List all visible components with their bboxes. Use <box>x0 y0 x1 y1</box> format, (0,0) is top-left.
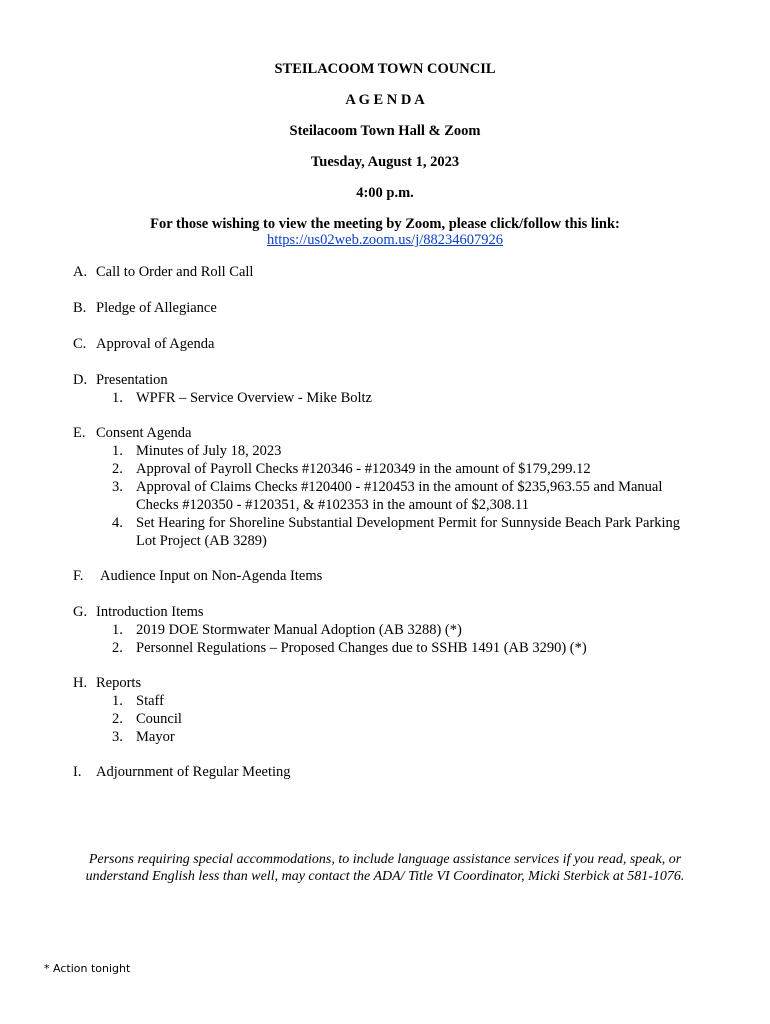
notice-line-1: Persons requiring special accommodations, to include language assistance services if you read, speak, or <box>88 852 682 867</box>
item-text: Pledge of Allegiance <box>96 300 217 316</box>
sub-item-text: Approval of Payroll Checks #120346 - #120349 in the amount of $179,299.12 <box>136 461 591 477</box>
sub-item-text: Minutes of July 18, 2023 <box>136 443 282 459</box>
item-text: Consent Agenda <box>96 425 192 441</box>
item-text: Adjournment of Regular Meeting <box>96 764 291 780</box>
item-letter: F. <box>73 568 84 584</box>
item-letter: B. <box>73 300 87 316</box>
sub-item-number: 1. <box>112 443 123 459</box>
item-text: Introduction Items <box>96 604 204 620</box>
sub-item-text: Set Hearing for Shoreline Substantial Development Permit for Sunnyside Beach Park Parking <box>136 515 681 531</box>
action-footnote: * Action tonight <box>44 962 131 975</box>
meeting-time: 4:00 p.m. <box>356 185 414 201</box>
zoom-link-line <box>0 232 770 249</box>
item-text: Audience Input on Non-Agenda Items <box>100 568 323 584</box>
sub-item-number: 1. <box>112 390 123 406</box>
item-text: Call to Order and Roll Call <box>96 264 254 280</box>
sub-item-text: Council <box>136 711 182 727</box>
item-text: Reports <box>96 675 142 691</box>
zoom-link[interactable]: https://us02web.zoom.us/j/88234607926 <box>266 232 504 248</box>
org-title: STEILACOOM TOWN COUNCIL <box>274 61 496 77</box>
item-letter: D. <box>73 372 88 388</box>
sub-item-text: WPFR – Service Overview - Mike Boltz <box>136 390 372 406</box>
sub-item-number: 4. <box>112 515 123 531</box>
sub-item-number: 1. <box>112 693 123 709</box>
doc-type-heading: A G E N D A <box>345 92 425 108</box>
sub-item-text: 2019 DOE Stormwater Manual Adoption (AB 3288) (*) <box>136 622 462 638</box>
sub-item-number: 3. <box>112 479 123 495</box>
accommodation-notice <box>40 851 730 885</box>
sub-item-text: Checks #120350 - #120351, & #102353 in the amount of $2,308.11 <box>136 497 529 513</box>
item-letter: A. <box>73 264 88 280</box>
item-letter: H. <box>73 675 88 691</box>
sub-item-text: Personnel Regulations – Proposed Changes due to SSHB 1491 (AB 3290) (*) <box>136 640 587 656</box>
sub-item-text: Mayor <box>136 729 175 745</box>
item-letter: G. <box>73 604 88 620</box>
meeting-location: Steilacoom Town Hall & Zoom <box>289 123 481 139</box>
meeting-date: Tuesday, August 1, 2023 <box>310 154 460 170</box>
zoom-note: For those wishing to view the meeting by Zoom, please click/follow this link: <box>150 216 620 232</box>
sub-item-text: Staff <box>136 693 164 709</box>
sub-item-text: Lot Project (AB 3289) <box>136 533 267 549</box>
sub-item-text: Approval of Claims Checks #120400 - #120453 in the amount of $235,963.55 and Manual <box>136 479 663 495</box>
item-letter: C. <box>73 336 87 352</box>
sub-item-number: 2. <box>112 461 123 477</box>
notice-line-2: understand English less than well, may contact the ADA/ Title VI Coordinator, Micki Sterbick at 581-1076. <box>85 869 685 884</box>
item-letter: I. <box>73 764 82 780</box>
item-letter: E. <box>73 425 86 441</box>
item-text: Approval of Agenda <box>96 336 215 352</box>
sub-item-number: 1. <box>112 622 123 638</box>
item-text: Presentation <box>96 372 168 388</box>
sub-item-number: 2. <box>112 711 123 727</box>
sub-item-number: 2. <box>112 640 123 656</box>
sub-item-number: 3. <box>112 729 123 745</box>
